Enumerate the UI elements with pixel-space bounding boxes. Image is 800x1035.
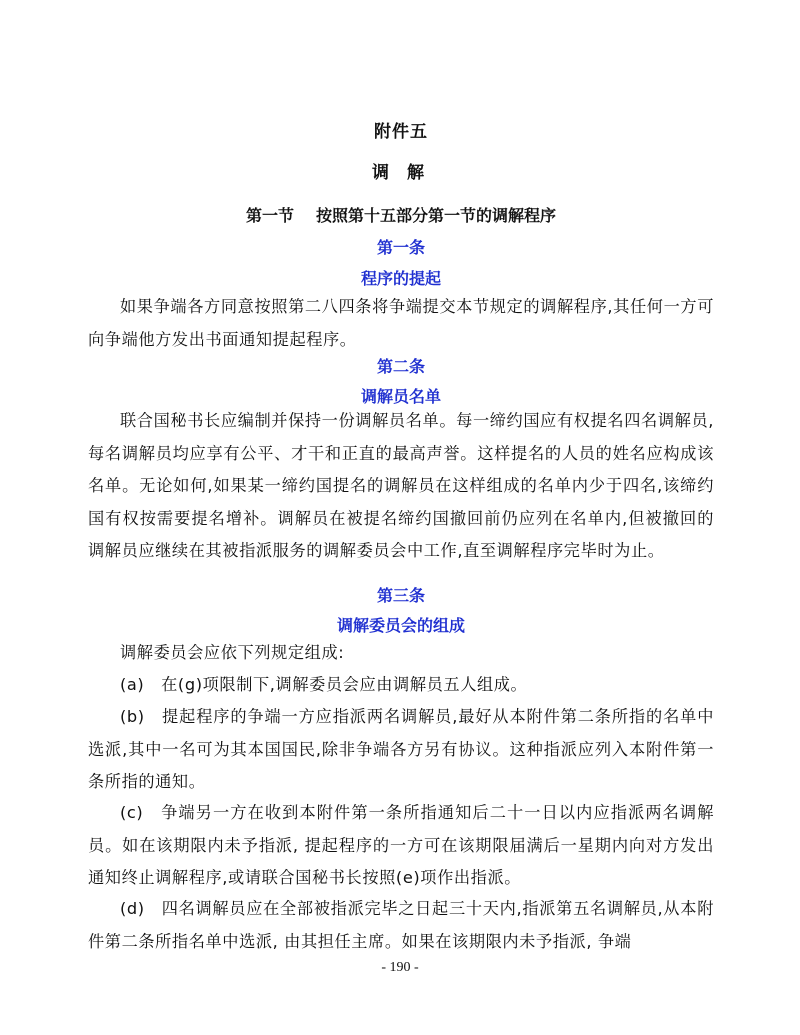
section-title: 按照第十五部分第一节的调解程序 xyxy=(316,206,557,225)
article-3-item-d: (d) 四名调解员应在全部被指派完毕之日起三十天内,指派第五名调解员,从本附件第二条所指名单中选派, 由其担任主席。如果在该期限内未予指派, 争端 xyxy=(88,899,714,951)
article-1-title: 程序的提起 xyxy=(360,269,441,288)
article-2-title: 调解员名单 xyxy=(360,387,441,406)
article-3-item-a: (a) 在(g)项限制下,调解委员会应由调解员五人组成。 xyxy=(120,675,528,694)
article-3-item-b: (b) 提起程序的争端一方应指派两名调解员,最好从本附件第二条所指的名单中选派,其中一名可为其本国国民,除非争端各方另有协议。这种指派应列入本附件第一条所指的通知。 xyxy=(88,707,714,792)
article-3-item-c: (c) 争端另一方在收到本附件第一条所指通知后二十一日以内应指派两名调解员。如在该期限内未予指派, 提起程序的一方可在该期限届满后一星期内向对方发出通知终止调解程序,或请联合国秘书长按照(e)项作出指派。 xyxy=(88,803,714,888)
article-3-number: 第三条 xyxy=(376,586,425,605)
section-heading xyxy=(88,203,714,226)
article-1-paragraph: 如果争端各方同意按照第二八四条将争端提交本节规定的调解程序,其任何一方可向争端他方发出书面通知提起程序。 xyxy=(88,297,714,349)
annex-subtitle: 调 解 xyxy=(372,163,430,183)
article-3-title: 调解委员会的组成 xyxy=(336,616,465,635)
document-page xyxy=(88,0,714,1035)
article-2-paragraph: 联合国秘书长应编制并保持一份调解员名单。每一缔约国应有权提名四名调解员,每名调解员均应享有公平、才干和正直的最高声誉。这样提名的人员的姓名应构成该名单。无论如何,如果某一缔约国提名的调解员在这样组成的名单内少于四名,该缔约国有权按需要提名增补。调解员在被提名缔约国撤回前仍应列在名单内,但被撤回的调解员应继续在其被指派服务的调解委员会中工作,直至调解程序完毕时为止。 xyxy=(88,411,714,561)
article-2-number: 第二条 xyxy=(376,357,425,376)
article-1-number: 第一条 xyxy=(376,238,425,257)
page-number: - 190 - xyxy=(381,960,419,975)
annex-title: 附件五 xyxy=(374,122,428,142)
section-number: 第一节 xyxy=(245,206,294,225)
article-3-intro: 调解委员会应依下列规定组成: xyxy=(120,643,345,662)
